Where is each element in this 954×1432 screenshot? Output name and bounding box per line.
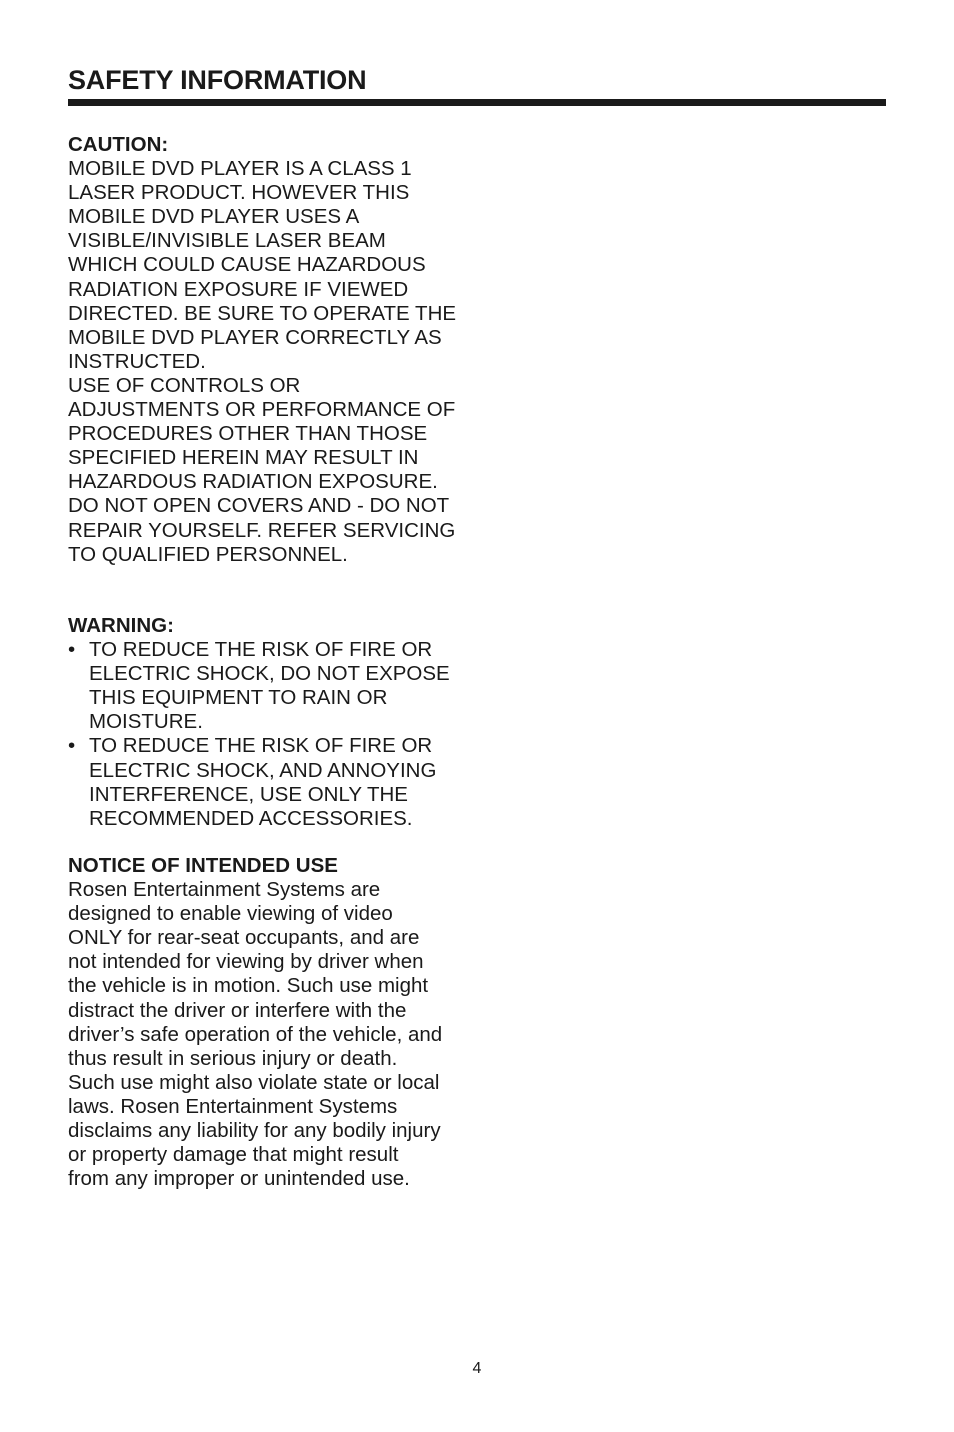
notice-line: Rosen Entertainment Systems are xyxy=(68,878,381,902)
notice-line: thus result in serious injury or death. xyxy=(68,1046,398,1070)
notice-line: the vehicle is in motion. Such use might xyxy=(68,974,429,998)
warning-line: THIS EQUIPMENT TO RAIN OR xyxy=(89,686,388,710)
caution-line: VISIBLE/INVISIBLE LASER BEAM xyxy=(68,229,386,253)
caution-line: TO QUALIFIED PERSONNEL. xyxy=(68,542,348,566)
caution-line: PROCEDURES OTHER THAN THOSE xyxy=(68,422,428,446)
notice-line: ONLY for rear-seat occupants, and are xyxy=(68,926,420,950)
notice-body xyxy=(68,878,468,1191)
notice-line: designed to enable viewing of video xyxy=(68,902,393,926)
notice-line: Such use might also violate state or local xyxy=(68,1070,440,1094)
warning-line: TO REDUCE THE RISK OF FIRE OR xyxy=(89,734,433,758)
notice-heading: NOTICE OF INTENDED USE xyxy=(68,854,338,877)
caution-line: USE OF CONTROLS OR xyxy=(68,373,301,397)
caution-heading: CAUTION: xyxy=(68,133,169,156)
warning-bullet-item xyxy=(68,734,468,830)
caution-line: ADJUSTMENTS OR PERFORMANCE OF xyxy=(68,398,456,422)
bullet-icon: • xyxy=(68,734,76,758)
warning-line: RECOMMENDED ACCESSORIES. xyxy=(89,806,413,830)
caution-line: MOBILE DVD PLAYER USES A xyxy=(68,205,360,229)
title-rule xyxy=(68,99,886,106)
warning-line: INTERFERENCE, USE ONLY THE xyxy=(89,782,408,806)
warning-line: MOISTURE. xyxy=(89,710,203,734)
caution-line: MOBILE DVD PLAYER IS A CLASS 1 xyxy=(68,157,412,181)
bullet-icon: • xyxy=(68,638,76,662)
caution-body xyxy=(68,157,468,567)
caution-line: INSTRUCTED. xyxy=(68,349,206,373)
notice-section xyxy=(68,854,468,1191)
warning-line: ELECTRIC SHOCK, DO NOT EXPOSE xyxy=(89,662,450,686)
caution-line: REPAIR YOURSELF. REFER SERVICING xyxy=(68,518,456,542)
page-title: SAFETY INFORMATION xyxy=(68,65,367,95)
notice-line: driver’s safe operation of the vehicle, and xyxy=(68,1022,443,1046)
caution-line: DO NOT OPEN COVERS AND - DO NOT xyxy=(68,494,450,518)
notice-line: not intended for viewing by driver when xyxy=(68,950,424,974)
notice-line: or property damage that might result xyxy=(68,1143,399,1167)
warning-bullet-item xyxy=(68,638,468,734)
warning-heading: WARNING: xyxy=(68,614,174,637)
warning-line: ELECTRIC SHOCK, AND ANNOYING xyxy=(89,758,437,782)
notice-line: laws. Rosen Entertainment Systems xyxy=(68,1094,398,1118)
warning-line: TO REDUCE THE RISK OF FIRE OR xyxy=(89,638,433,662)
caution-line: LASER PRODUCT. HOWEVER THIS xyxy=(68,181,410,205)
caution-line: MOBILE DVD PLAYER CORRECTLY AS xyxy=(68,325,442,349)
caution-line: SPECIFIED HEREIN MAY RESULT IN xyxy=(68,446,419,470)
caution-line: HAZARDOUS RADIATION EXPOSURE. xyxy=(68,470,438,494)
caution-section xyxy=(68,133,468,567)
caution-line: DIRECTED. BE SURE TO OPERATE THE xyxy=(68,301,457,325)
warning-section xyxy=(68,614,468,831)
notice-line: distract the driver or interfere with the xyxy=(68,998,407,1022)
notice-line: from any improper or unintended use. xyxy=(68,1167,410,1191)
page-number: 4 xyxy=(472,1360,482,1377)
notice-line: disclaims any liability for any bodily injury xyxy=(68,1119,441,1143)
caution-line: WHICH COULD CAUSE HAZARDOUS xyxy=(68,253,426,277)
caution-line: RADIATION EXPOSURE IF VIEWED xyxy=(68,277,409,301)
